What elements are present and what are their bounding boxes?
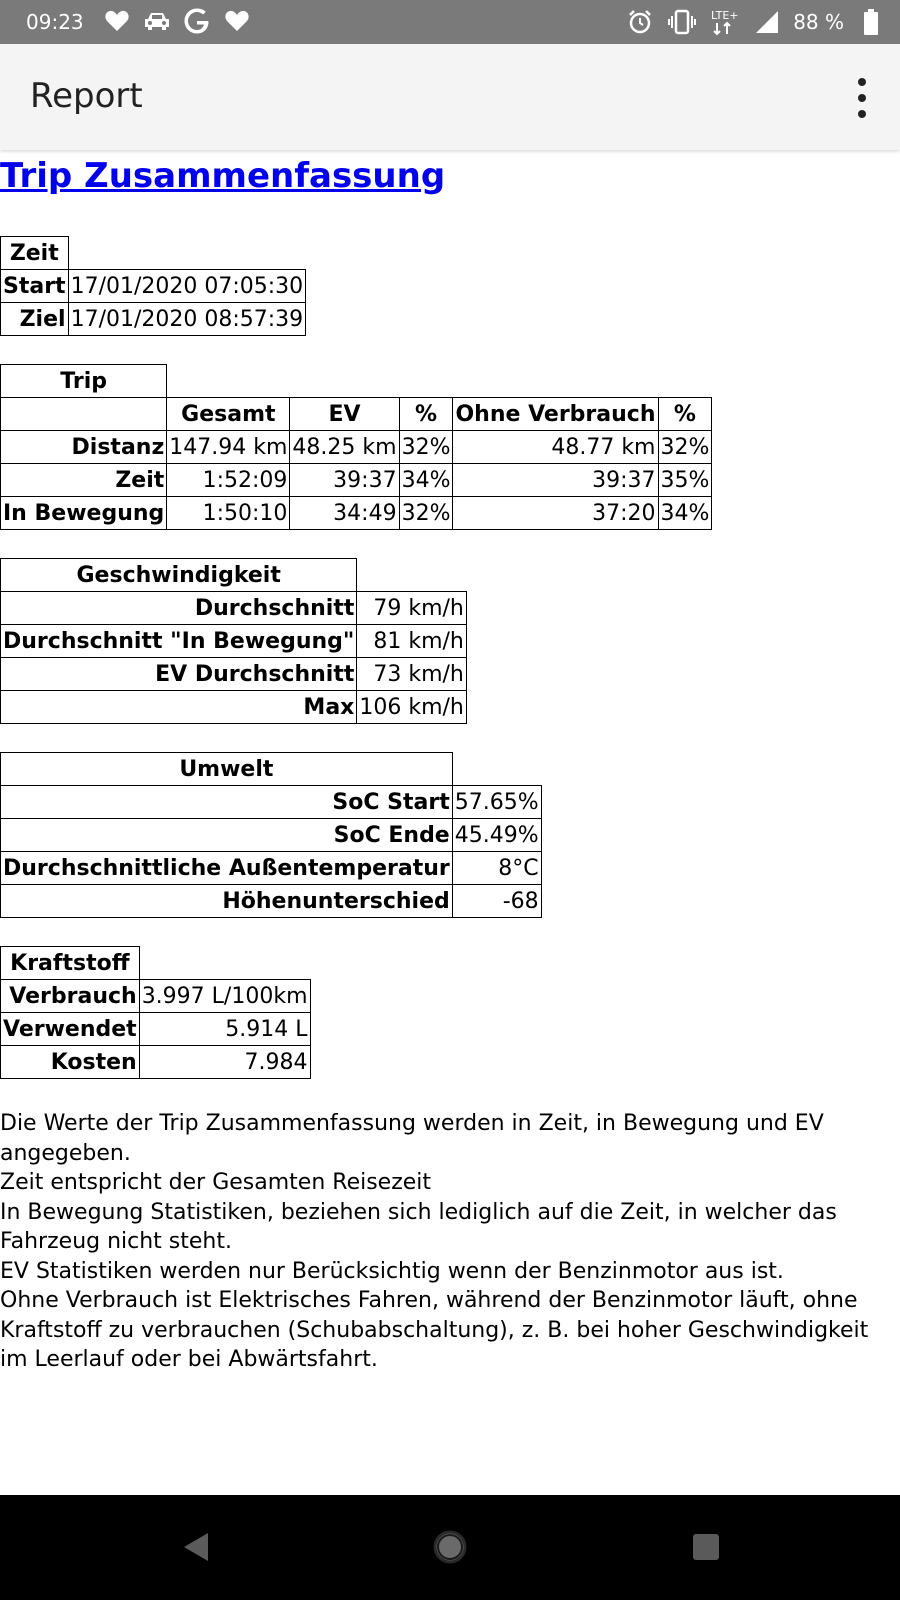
more-vert-icon[interactable] (850, 78, 874, 118)
app-bar (0, 44, 900, 150)
table-row (1, 497, 712, 530)
fuel-table-header: Kraftstoff (1, 947, 140, 980)
explanation-notes (0, 1109, 880, 1375)
battery-icon (856, 7, 886, 37)
note-paragraph: In Bewegung Statistiken, beziehen sich lediglich auf die Zeit, in welcher das Fahrzeug nicht steht. (0, 1199, 837, 1254)
column-header: % (658, 398, 712, 431)
zeit-table-header: Zeit (1, 237, 69, 270)
row-label: EV Durchschnitt (1, 658, 357, 691)
table-cell: 35% (658, 464, 712, 497)
navigation-bar (0, 1495, 900, 1600)
heart-icon (102, 6, 132, 36)
google-icon (182, 6, 212, 36)
back-icon[interactable] (176, 1527, 216, 1567)
table-cell: 39:37 (290, 464, 399, 497)
table-row (1, 1013, 311, 1046)
table-row (1, 819, 542, 852)
row-value: 3.997 L/100km (139, 980, 310, 1013)
table-row (1, 1046, 311, 1079)
table-cell: 32% (658, 431, 712, 464)
status-left-icons (102, 6, 252, 36)
zeit-table (0, 236, 306, 336)
table-cell: 32% (399, 497, 453, 530)
note-paragraph: EV Statistiken werden nur Berücksichtig wenn der Benzinmotor aus ist. (0, 1258, 784, 1284)
page-heading-link[interactable]: Trip Zusammenfassung (0, 156, 446, 196)
column-header: % (399, 398, 453, 431)
table-cell: 34:49 (290, 497, 399, 530)
table-row (1, 625, 467, 658)
column-header: Gesamt (167, 398, 290, 431)
column-header: EV (290, 398, 399, 431)
table-row (1, 885, 542, 918)
fuel-table (0, 946, 311, 1079)
table-row (1, 980, 311, 1013)
row-value: 81 km/h (357, 625, 467, 658)
note-paragraph: Die Werte der Trip Zusammenfassung werden in Zeit, in Bewegung und EV angegeben. (0, 1111, 824, 1166)
table-cell: 48.25 km (290, 431, 399, 464)
row-value: 8°C (452, 852, 541, 885)
status-bar (0, 0, 900, 44)
table-cell: 32% (399, 431, 453, 464)
table-row (1, 431, 712, 464)
alarm-icon (625, 7, 655, 37)
row-value: -68 (452, 885, 541, 918)
row-value: 79 km/h (357, 592, 467, 625)
row-label: SoC Start (1, 786, 453, 819)
row-value: 7.984 (139, 1046, 310, 1079)
row-label: Zeit (1, 464, 167, 497)
umwelt-table (0, 752, 542, 918)
note-paragraph: Ohne Verbrauch ist Elektrisches Fahren, während der Benzinmotor läuft, ohne Kraftstoff zu verbrauchen (Schubabschaltung), z. B. bei hoher Geschwindigkeit im Leerlauf oder bei Abwärtsfahrt. (0, 1288, 869, 1372)
table-row (1, 303, 306, 336)
row-label: Verbrauch (1, 980, 140, 1013)
row-label: SoC Ende (1, 819, 453, 852)
row-label: Start (1, 270, 69, 303)
table-row (1, 464, 712, 497)
table-row (1, 658, 467, 691)
table-cell: 48.77 km (453, 431, 658, 464)
table-cell: 39:37 (453, 464, 658, 497)
row-label: Max (1, 691, 357, 724)
table-row (1, 691, 467, 724)
table-row (1, 592, 467, 625)
row-label: Distanz (1, 431, 167, 464)
signal-icon (751, 7, 781, 37)
table-cell: 147.94 km (167, 431, 290, 464)
note-paragraph: Zeit entspricht der Gesamten Reisezeit (0, 1170, 432, 1195)
report-content (0, 150, 900, 1495)
trip-table (0, 364, 712, 530)
row-label: Durchschnitt "In Bewegung" (1, 625, 357, 658)
status-right-icons (625, 7, 886, 37)
row-value: 106 km/h (357, 691, 467, 724)
row-label: Durchschnitt (1, 592, 357, 625)
column-header: Ohne Verbrauch (453, 398, 658, 431)
table-cell: 37:20 (453, 497, 658, 530)
heart-icon (222, 6, 252, 36)
speed-table (0, 558, 467, 724)
table-header-row (1, 398, 712, 431)
row-label: Kosten (1, 1046, 140, 1079)
row-label: In Bewegung (1, 497, 167, 530)
app-title: Report (30, 76, 143, 116)
row-label: Höhenunterschied (1, 885, 453, 918)
status-time: 09:23 (26, 10, 84, 34)
row-value: 45.49% (452, 819, 541, 852)
row-label: Ziel (1, 303, 69, 336)
lte-icon (709, 7, 739, 37)
table-row (1, 852, 542, 885)
umwelt-table-header: Umwelt (1, 753, 453, 786)
row-value: 5.914 L (139, 1013, 310, 1046)
table-cell: 1:50:10 (167, 497, 290, 530)
table-row (1, 786, 542, 819)
vibrate-icon (667, 7, 697, 37)
table-row (1, 270, 306, 303)
svg-text:LTE+: LTE+ (711, 9, 739, 22)
recent-apps-icon[interactable] (686, 1527, 726, 1567)
table-cell: 34% (399, 464, 453, 497)
table-cell: 1:52:09 (167, 464, 290, 497)
row-label: Durchschnittliche Außentemperatur (1, 852, 453, 885)
table-cell: 34% (658, 497, 712, 530)
trip-table-header: Trip (1, 365, 167, 398)
home-icon[interactable] (430, 1527, 470, 1567)
row-value: 57.65% (452, 786, 541, 819)
battery-percent: 88 % (793, 10, 844, 34)
row-value: 73 km/h (357, 658, 467, 691)
speed-table-header: Geschwindigkeit (1, 559, 357, 592)
row-value: 17/01/2020 08:57:39 (68, 303, 306, 336)
car-icon (142, 6, 172, 36)
row-label: Verwendet (1, 1013, 140, 1046)
row-value: 17/01/2020 07:05:30 (68, 270, 306, 303)
